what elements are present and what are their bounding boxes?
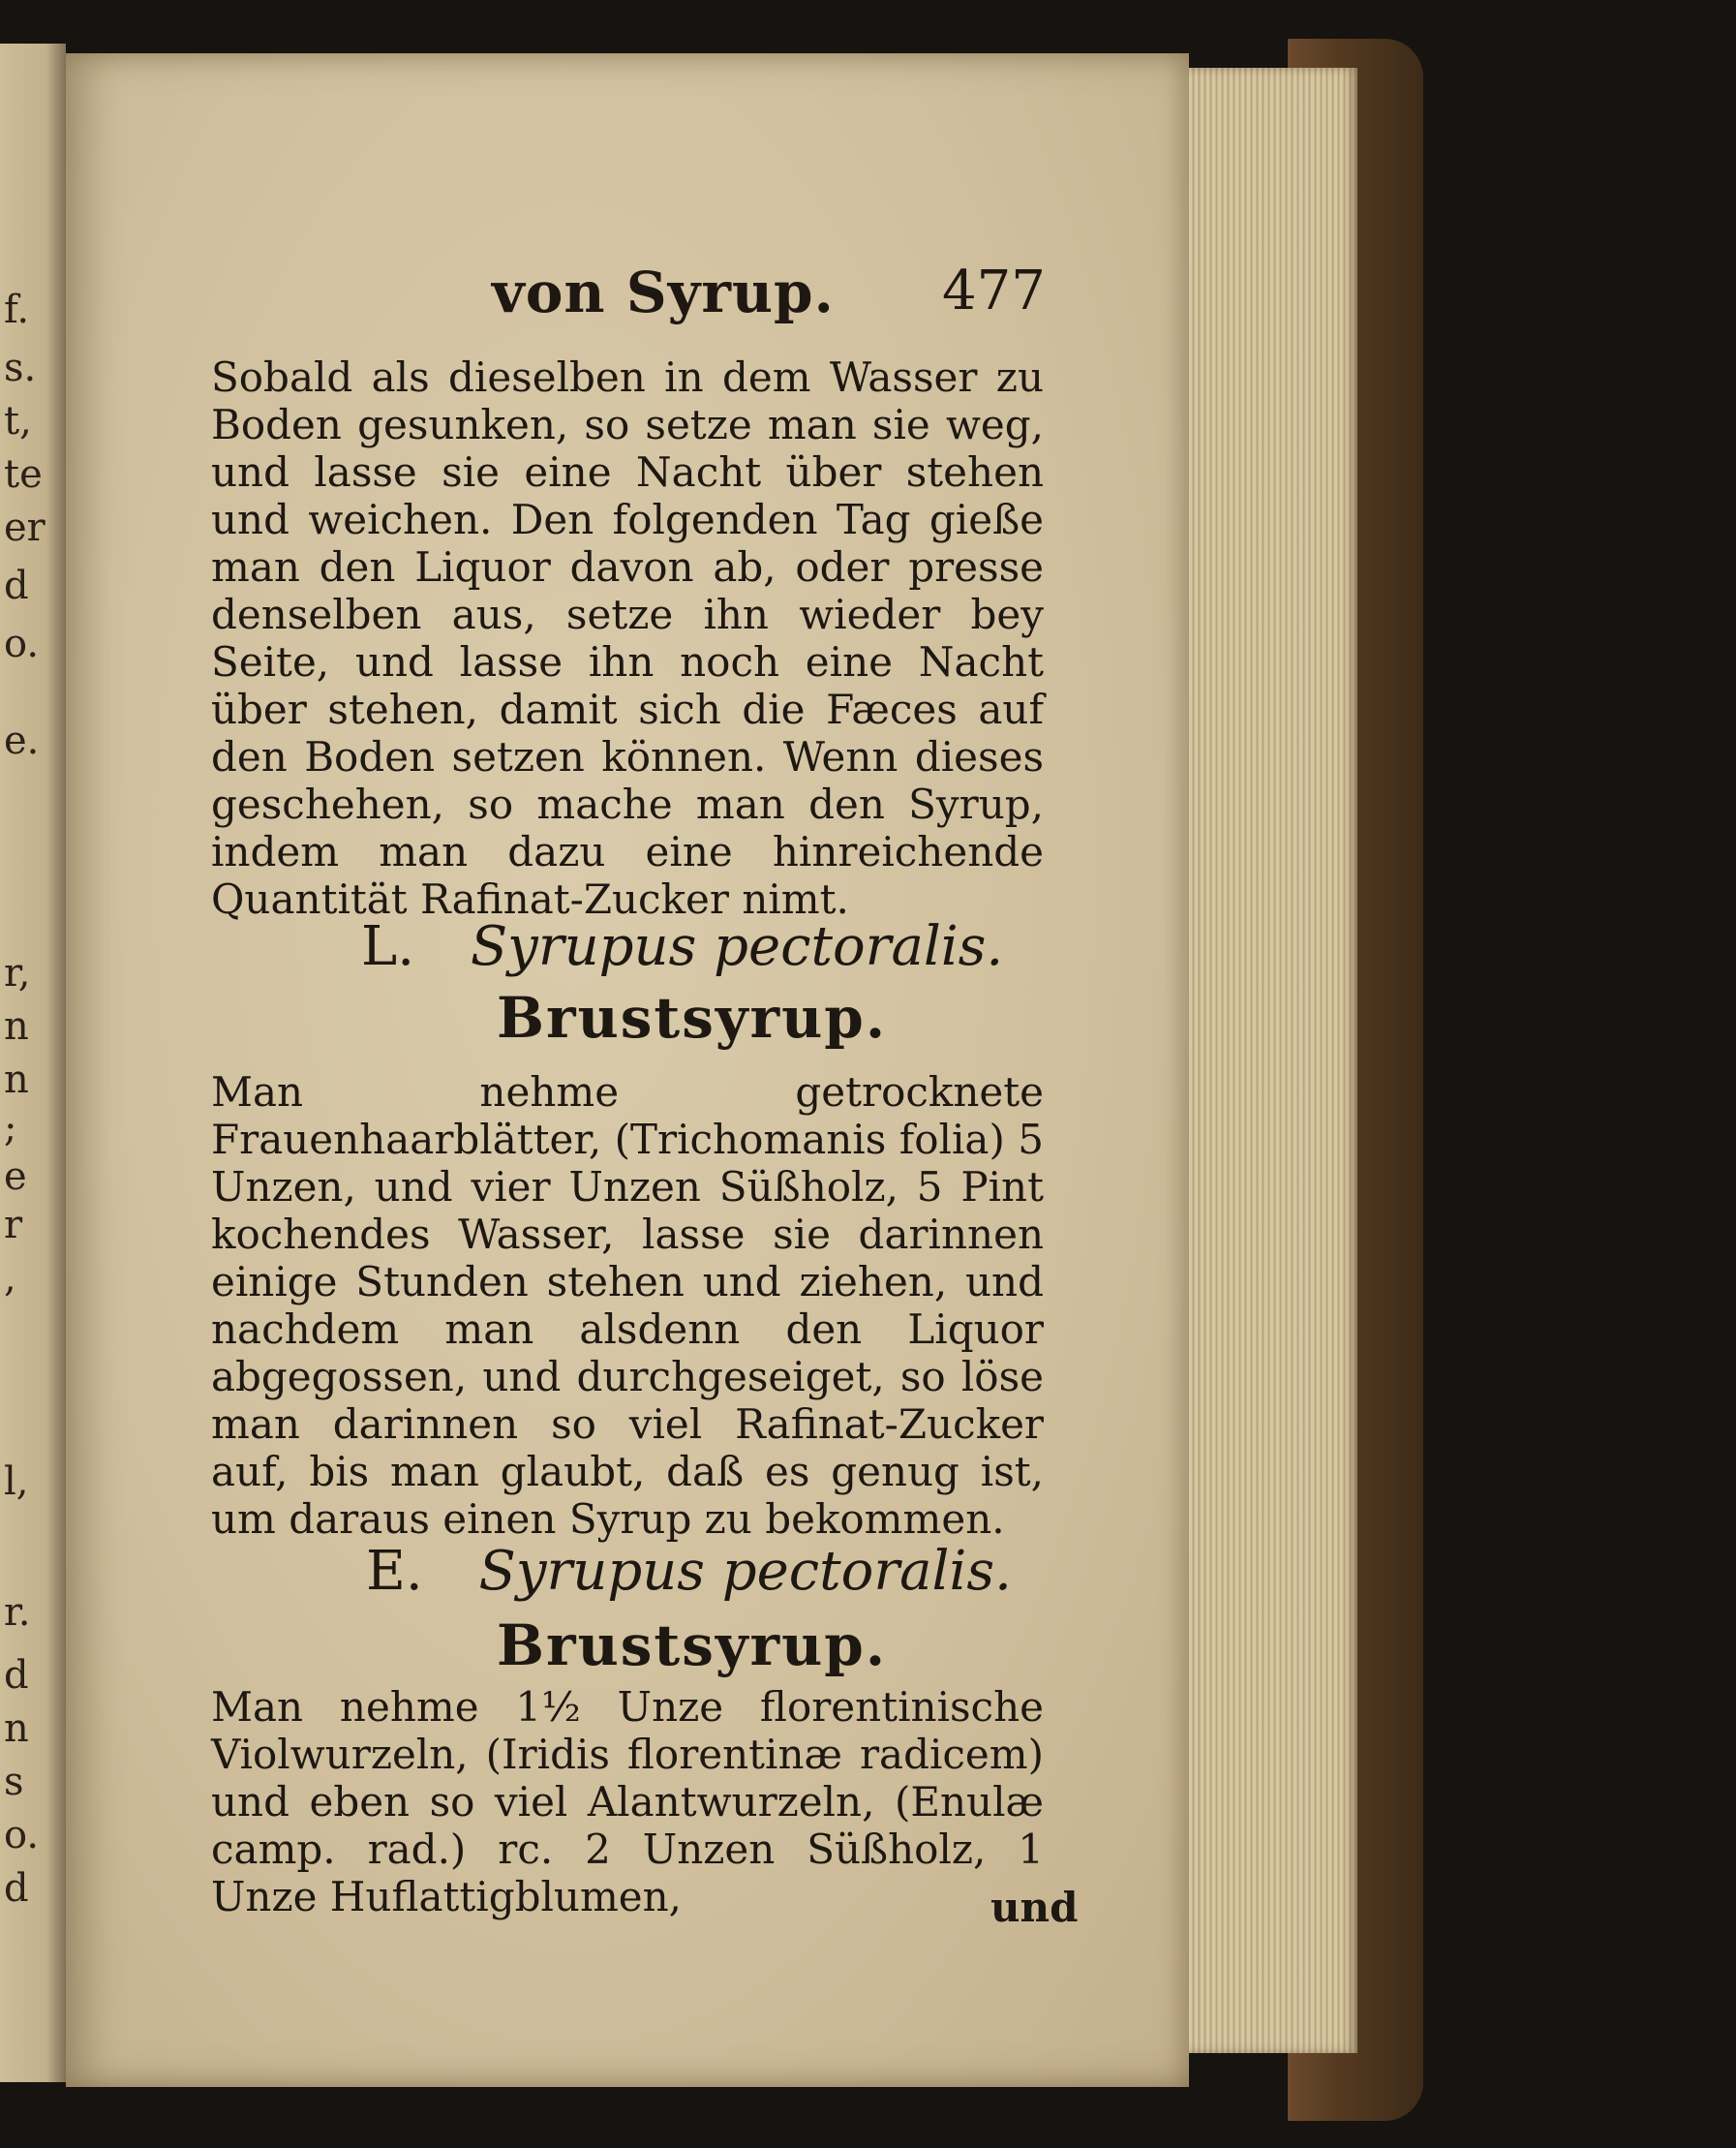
left-page-fragment [0,44,66,2082]
right-page [66,53,1189,2087]
left-fragment: s. [4,346,37,390]
left-fragment: , [4,1256,16,1301]
left-fragment: d [4,564,29,608]
section-2-latin-name: Syrupus pectoralis. [478,1540,1012,1603]
left-fragment: r. [4,1590,31,1635]
paragraph-2: Man nehme getrocknete Frauenhaarblätter, (Trichomanis folia) 5 Unzen, und vier Unzen Süßholz, 5 Pint kochendes Wasser, lasse sie darinnen einige Stunden stehen und ziehen, und nachdem man alsdenn den Liquor abgegossen, und durchgeseiget, so löse man darinnen so viel Rafinat-Zucker auf, bis man glaubt, daß es genug ist, um daraus einen Syrup zu bekommen. [211,1068,1044,1543]
left-fragment: e [4,1154,27,1199]
page-number: 477 [942,260,1046,322]
left-fragment: f. [4,288,30,332]
left-fragment: o. [4,1813,40,1857]
section-2-heading [366,1540,1012,1603]
left-fragment: t, [4,399,32,444]
left-fragment: te [4,452,43,497]
left-fragment: o. [4,622,40,666]
left-fragment: er [4,506,46,550]
left-fragment: n [4,1004,29,1049]
left-fragment: l, [4,1459,29,1504]
catchword: und [990,1884,1079,1931]
left-fragment: ; [4,1106,17,1151]
left-fragment: d [4,1653,29,1698]
running-header: von Syrup. [492,260,835,325]
section-1-heading [361,915,1003,978]
paragraph-3: Man nehme 1½ Unze florentinische Violwurzeln, (Iridis florentinæ radicem) und eben so viel Alantwurzeln, (Enulæ camp. rad.) rc. 2 Unzen Süßholz, 1 Unze Huflattigblumen, [211,1683,1044,1920]
section-2-label: E. [366,1540,423,1603]
left-fragment: n [4,1058,29,1102]
left-fragment: s [4,1760,24,1804]
section-1-label: L. [361,915,414,978]
section-1-title: Brustsyrup. [497,985,888,1051]
paragraph-1: Sobald als dieselben in dem Wasser zu Boden gesunken, so setze man sie weg, und lasse sie eine Nacht über stehen und weichen. Den folgenden Tag gieße man den Liquor davon ab, oder presse denselben aus, setze ihn wieder bey Seite, und lasse ihn noch eine Nacht über stehen, damit sich die Fæces auf den Boden setzen können. Wenn dieses geschehen, so mache man den Syrup, indem man dazu eine hinreichende Quantität Rafinat-Zucker nimt. [211,353,1044,923]
left-fragment: r [4,1203,23,1247]
section-1-latin-name: Syrupus pectoralis. [470,915,1004,978]
section-2-title: Brustsyrup. [497,1612,888,1678]
left-fragment: e. [4,719,40,763]
left-fragment: r, [4,951,31,996]
left-fragment: n [4,1706,29,1751]
left-fragment: d [4,1866,29,1911]
page-stack-edge [1183,68,1357,2053]
